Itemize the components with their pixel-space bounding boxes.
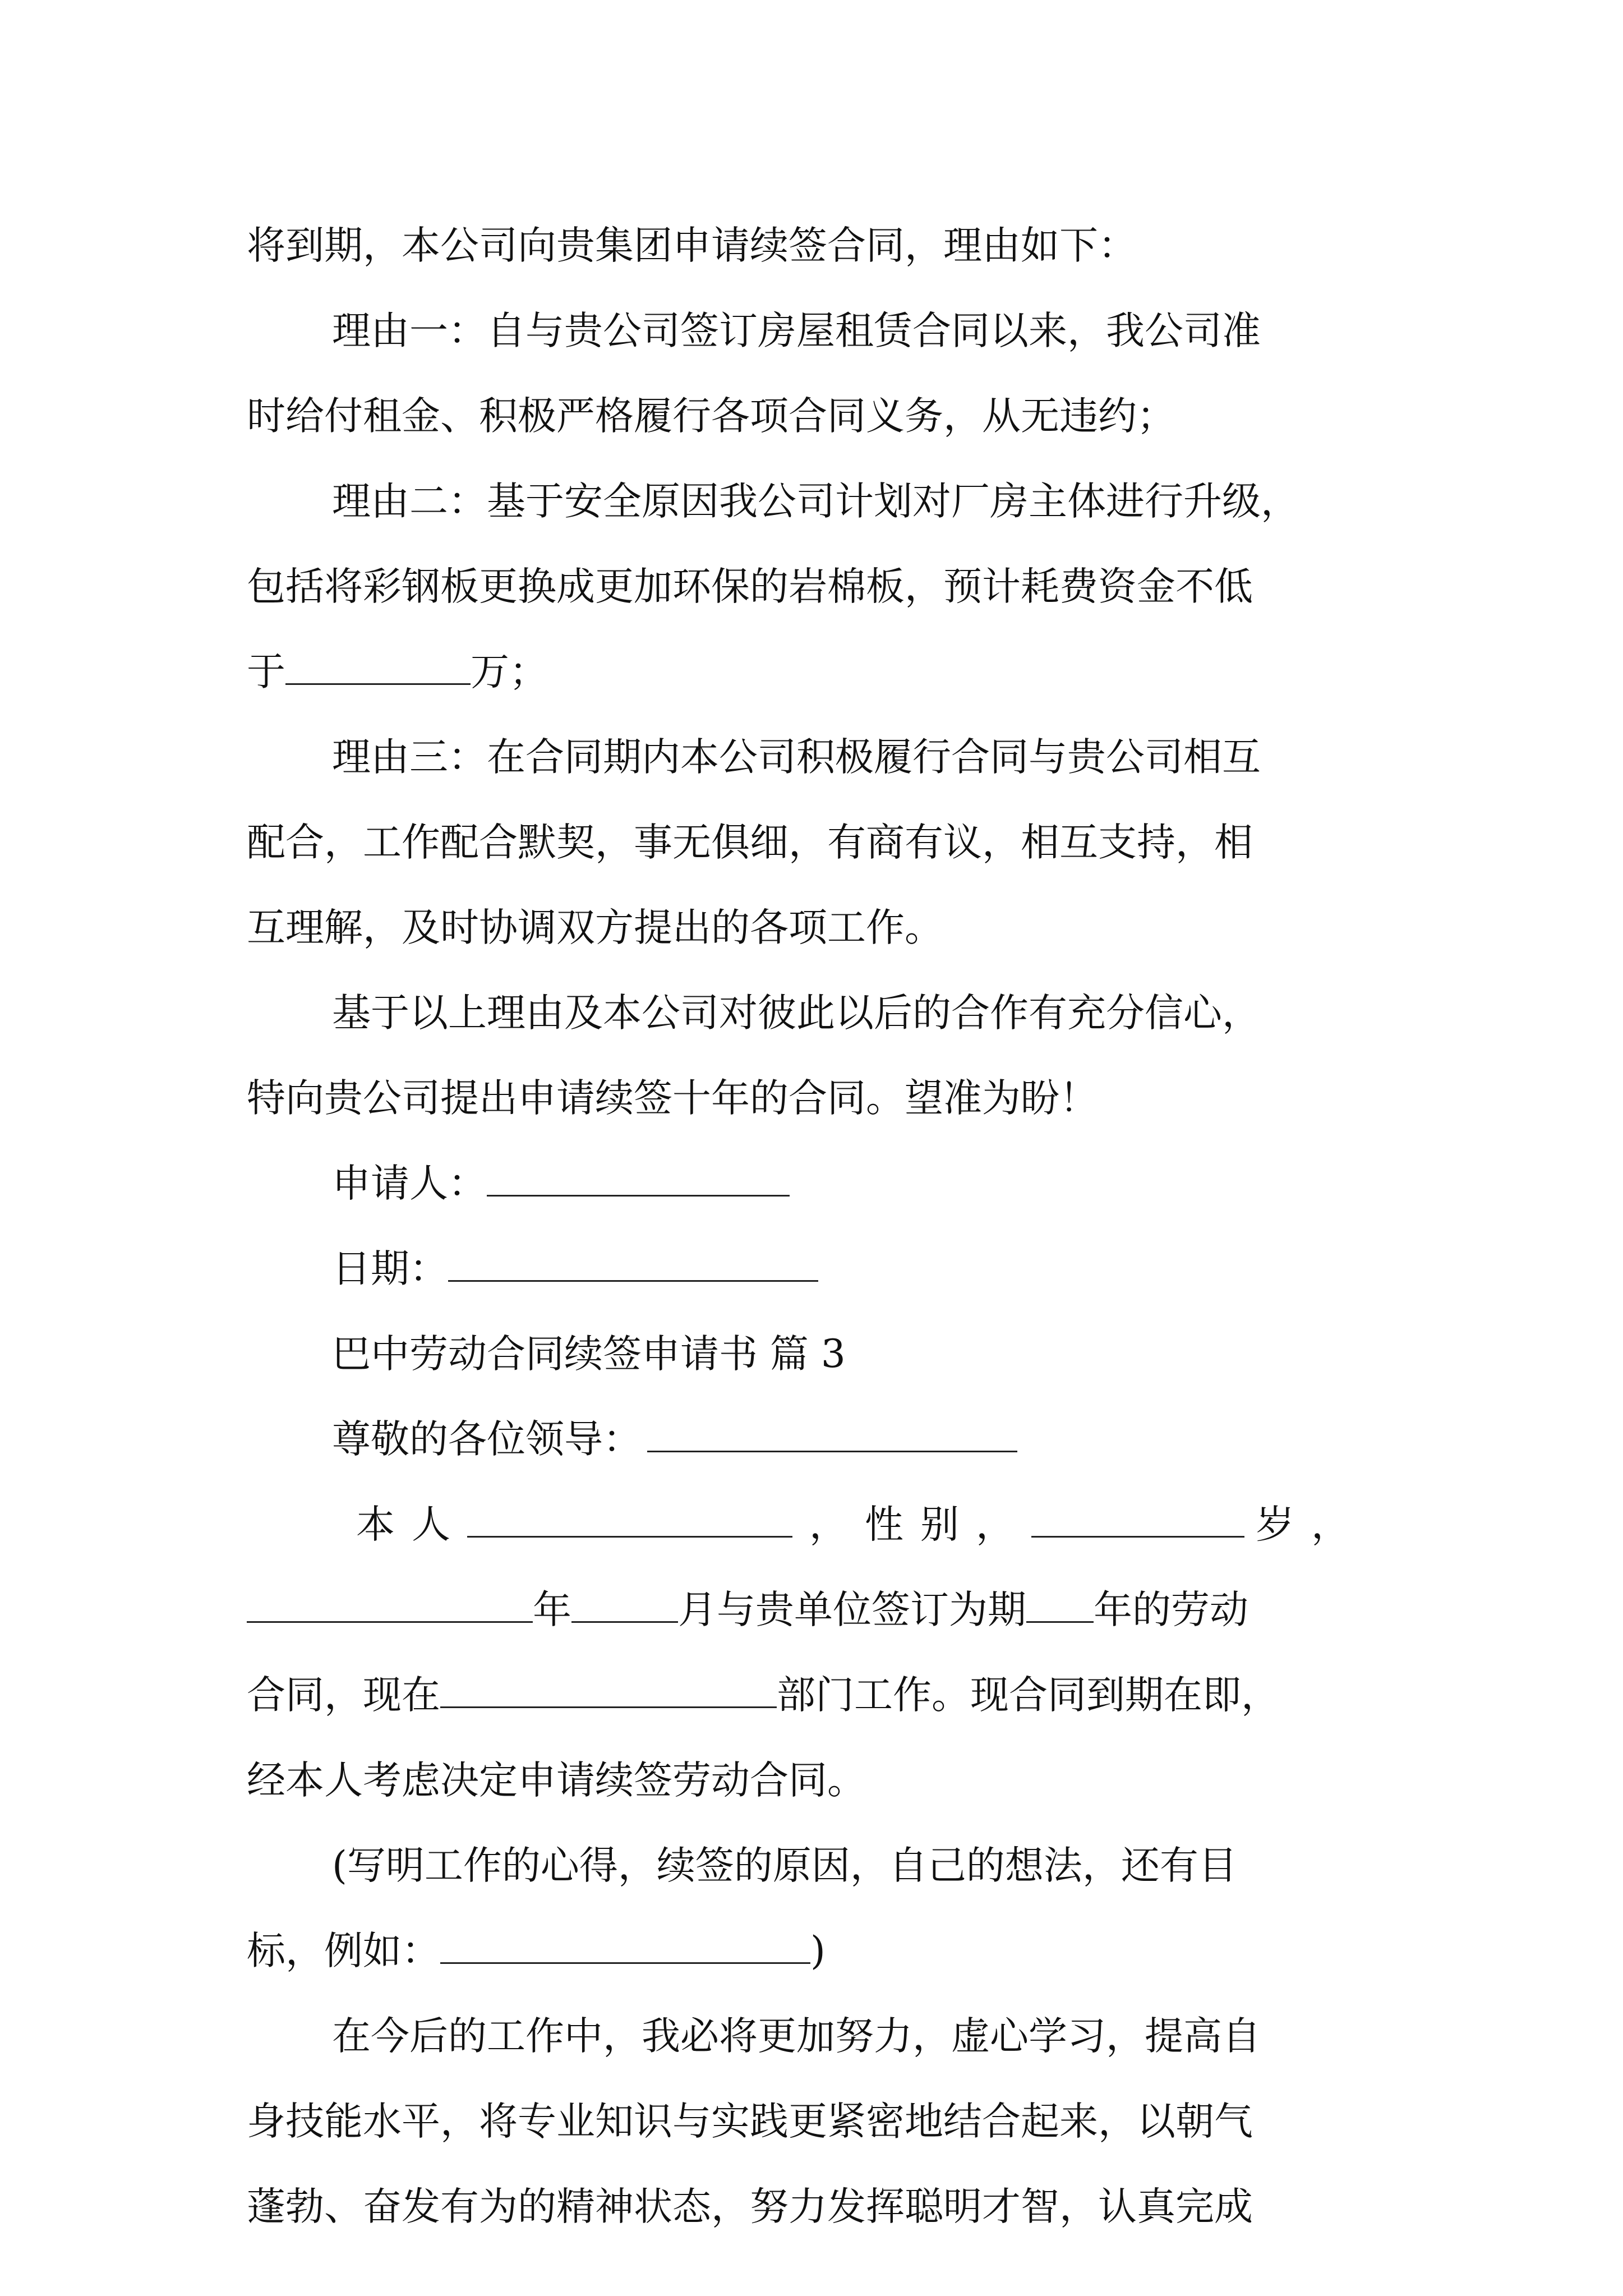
text-line: 特向贵公司提出申请续签十年的合同。望准为盼！ [247, 1076, 1098, 1121]
month-blank[interactable] [571, 1586, 678, 1623]
department-line [247, 1653, 1399, 1738]
example-blank[interactable] [440, 1927, 810, 1964]
conclusion-line: 基于以上理由及本公司对彼此以后的合作有充分信心， [332, 991, 1261, 1036]
example-line [247, 1908, 1399, 1994]
text-fragment: ，性别， [809, 1502, 1031, 1547]
personal-info-line [247, 1482, 1399, 1567]
text-fragment: 于 [247, 650, 285, 694]
text-fragment: 月与贵单位签订为期 [678, 1588, 1026, 1632]
age-blank[interactable] [1031, 1501, 1244, 1538]
text-fragment: 合同，现在 [247, 1673, 440, 1718]
applicant-line [247, 1141, 1399, 1226]
text-line: 配合，工作配合默契，事无俱细，有商有议，相互支持，相 [247, 820, 1253, 865]
text-fragment: 年的劳动 [1094, 1588, 1248, 1632]
section-heading: 巴中劳动合同续签申请书 篇 3 [332, 1332, 846, 1377]
text-line: 包括将彩钢板更换成更加环保的岩棉板，预计耗费资金不低 [247, 564, 1253, 609]
text-line: 时给付租金、积极严格履行各项合同义务，从无违约； [247, 394, 1175, 439]
contract-date-line [247, 1567, 1399, 1653]
salutation-line [247, 1397, 1399, 1482]
text-fragment: 标，例如： [247, 1929, 440, 1973]
text-fragment: 部门工作。现合同到期在即， [777, 1673, 1280, 1718]
name-blank[interactable] [467, 1501, 792, 1538]
text-line: 身技能水平，将专业知识与实践更紧密地结合起来，以朝气 [247, 2099, 1253, 2144]
text-line: 互理解，及时协调双方提出的各项工作。 [247, 905, 943, 950]
fill-in-blank[interactable] [285, 648, 471, 685]
instruction-line: (写明工作的心得，续签的原因，自己的想法，还有目 [332, 1843, 1237, 1888]
reason-two: 理由二：基于安全原因我公司计划对厂房主体进行升级， [332, 479, 1299, 524]
term-blank[interactable] [1026, 1586, 1094, 1623]
applicant-label: 申请人： [332, 1161, 487, 1206]
reason-three: 理由三：在合同期内本公司积极履行合同与贵公司相互 [332, 735, 1261, 780]
text-fragment: 岁， [1256, 1502, 1367, 1547]
text-line [247, 629, 1399, 715]
department-blank[interactable] [440, 1672, 777, 1708]
salutation-label: 尊敬的各位领导： [332, 1417, 642, 1462]
date-line [247, 1226, 1399, 1312]
text-line: 将到期，本公司向贵集团申请续签合同，理由如下： [247, 223, 1137, 268]
text-fragment: ) [810, 1929, 826, 1973]
text-fragment: 万； [471, 650, 548, 694]
applicant-blank[interactable] [487, 1160, 790, 1197]
commitment-line: 在今后的工作中，我必将更加努力，虚心学习，提高自 [332, 2014, 1261, 2059]
text-line: 蓬勃、奋发有为的精神状态，努力发挥聪明才智，认真完成 [247, 2184, 1253, 2229]
text-line: 经本人考虑决定申请续签劳动合同。 [247, 1758, 866, 1803]
date-label: 日期： [332, 1246, 448, 1291]
year-blank[interactable] [247, 1586, 533, 1623]
date-blank[interactable] [448, 1245, 818, 1282]
reason-one: 理由一：自与贵公司签订房屋租赁合同以来，我公司准 [332, 309, 1261, 353]
text-fragment: 年 [533, 1588, 571, 1632]
salutation-blank[interactable] [647, 1416, 1017, 1452]
text-fragment: 本人 [356, 1502, 467, 1547]
